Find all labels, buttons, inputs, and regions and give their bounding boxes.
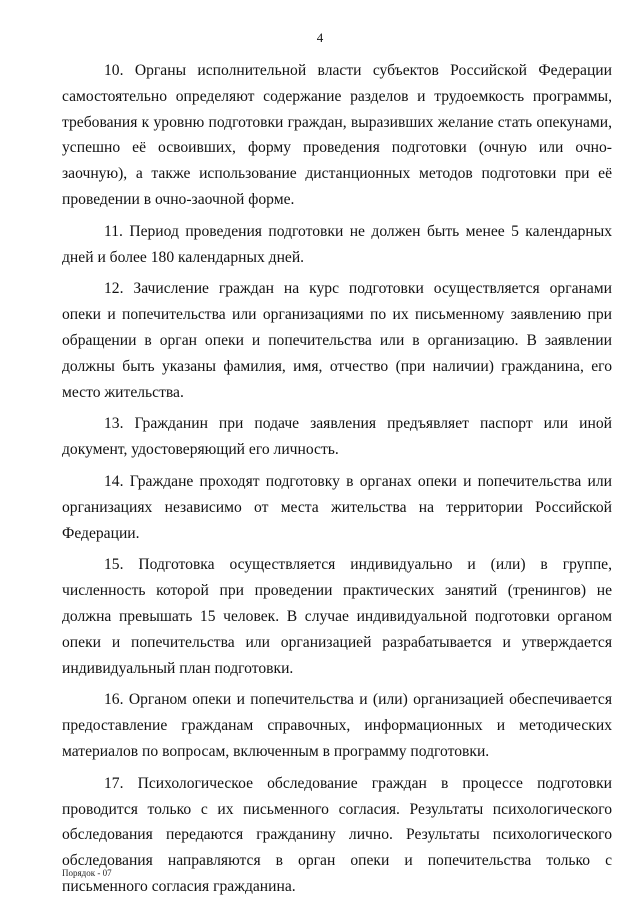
- page-number: 4: [316, 30, 324, 45]
- paragraph-15: 15. Подготовка осуществляется индивидуально и (или) в группе, численность которой при проведении практических занятий (тренингов) не должна превышать 15 человек. В случае индивидуальной подготовки органом опеки и попечительства или организацией разрабатывается и утверждается индивидуальный план подготовки.: [62, 556, 612, 677]
- footer-label: Порядок - 07: [62, 868, 112, 878]
- paragraph-10: 10. Органы исполнительной власти субъектов Российской Федерации самостоятельно определяют содержание разделов и трудоемкость программы, требования к уровню подготовки граждан, выразивших желание стать опекунами, успешно её освоивших, форму проведения подготовки (очную или очно-заочную), а также использование дистанционных методов подготовки при её проведении в очно-заочной форме.: [62, 62, 612, 208]
- paragraph-13: 13. Гражданин при подаче заявления предъявляет паспорт или иной документ, удостоверяющий его личность.: [62, 415, 612, 459]
- paragraph-11: 11. Период проведения подготовки не должен быть менее 5 календарных дней и более 180 календарных дней.: [62, 222, 612, 266]
- document-body: [62, 58, 612, 906]
- paragraph-16: 16. Органом опеки и попечительства и (или) организацией обеспечивается предоставление гражданам справочных, информационных и методических материалов по вопросам, включенным в программу подготовки.: [62, 691, 612, 760]
- paragraph-12: 12. Зачисление граждан на курс подготовки осуществляется органами опеки и попечительства или организациями по их письменному заявлению при обращении в орган опеки и попечительства или в организацию. В заявлении должны быть указаны фамилия, имя, отчество (при наличии) гражданина, его место жительства.: [62, 280, 612, 401]
- paragraph-14: 14. Граждане проходят подготовку в органах опеки и попечительства или организациях независимо от места жительства на территории Российской Федерации.: [62, 472, 612, 542]
- paragraph-17: 17. Психологическое обследование граждан в процессе подготовки проводится только с их письменного согласия. Результаты психологического обследования передаются гражданину лично. Результаты психологического обследования направляются в орган опеки и попечительства только с письменного согласия гражданина.: [62, 774, 612, 895]
